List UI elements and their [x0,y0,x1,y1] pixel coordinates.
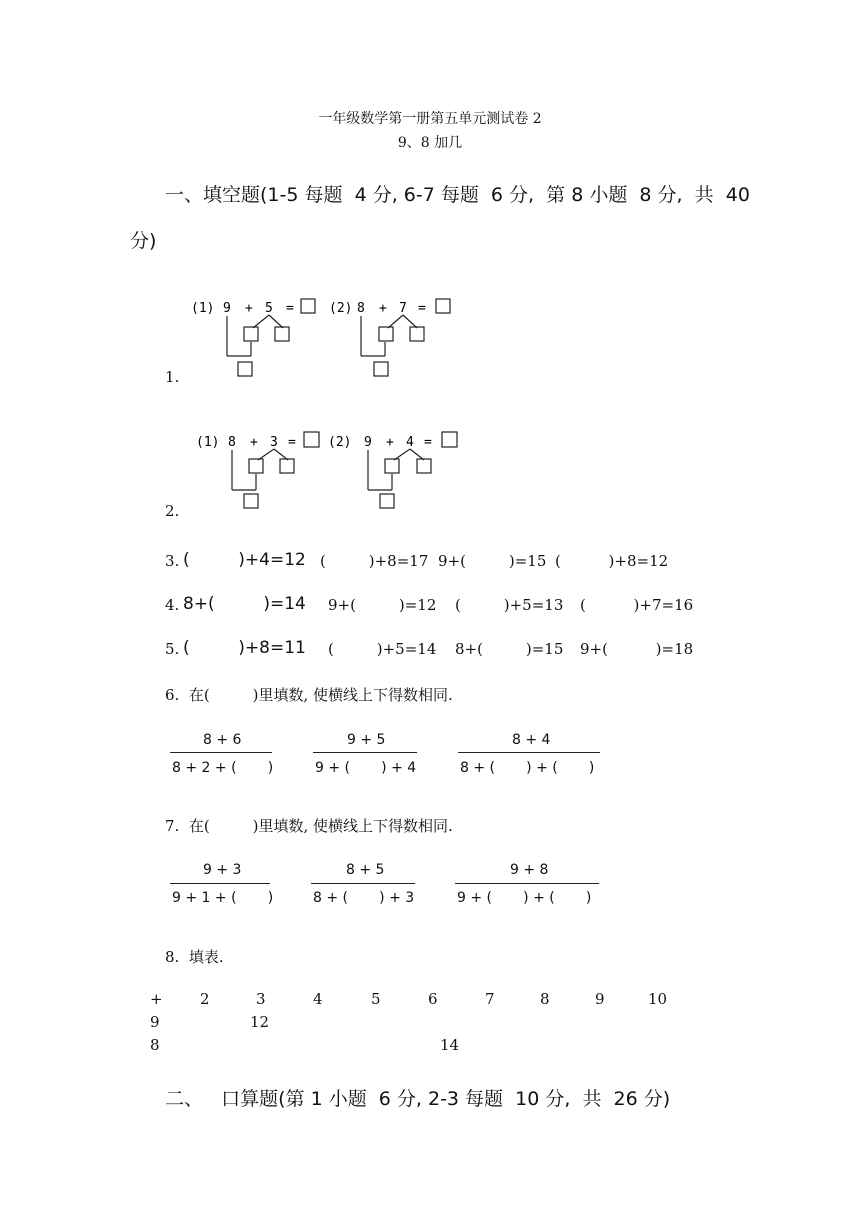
q6-frac3-bottom[interactable]: 8 + ( ) + ( ) [460,760,595,776]
q2-number: 2. [165,502,180,520]
table-header-cell: 5 [371,990,381,1008]
section2-heading: 二、 口算题(第 1 小题 6 分, 2-3 每题 10 分, 共 26 分) [165,1088,671,1110]
q1-decomposition-diagram [185,290,465,382]
q1-left-a: 9 [223,301,231,316]
q4-item-2[interactable]: 9+( )=12 [328,596,437,614]
q1-right-op: + [379,301,387,316]
answer-box[interactable] [442,432,457,447]
fraction-line [458,752,600,753]
q2-left-eq: = [288,435,296,450]
q3-item-2[interactable]: ( )+8=17 [320,552,429,570]
q2-right-label: (2) [328,435,352,450]
table-row-label: 8 [150,1036,160,1054]
table-header-cell: 3 [256,990,266,1008]
q6-frac2-bottom[interactable]: 9 + ( ) + 4 [315,760,417,776]
q2-right-op: + [386,435,394,450]
answer-box[interactable] [385,459,399,473]
q7-frac1-bottom[interactable]: 9 + 1 + ( ) [172,890,274,906]
table-header-cell: 6 [428,990,438,1008]
table-cell-value[interactable]: 14 [440,1036,460,1054]
answer-box[interactable] [374,362,388,376]
table-header-cell: 4 [313,990,323,1008]
fraction-line [455,883,599,884]
q1-number: 1. [165,368,180,386]
fraction-line [170,883,270,884]
q3-item-3[interactable]: 9+( )=15 [438,552,547,570]
q2-right-eq: = [424,435,432,450]
q1-left-op: + [245,301,253,316]
q5-item-4[interactable]: 9+( )=18 [580,640,694,658]
q5-item-3[interactable]: 8+( )=15 [455,640,564,658]
q4-item-4[interactable]: ( )+7=16 [580,596,694,614]
answer-box[interactable] [280,459,294,473]
q6-frac3-top: 8 + 4 [512,732,551,748]
q2-left-op: + [250,435,258,450]
q1-left-label: (1) [191,301,215,316]
q5-number: 5. [165,640,180,658]
answer-box[interactable] [417,459,431,473]
q7-frac1-top: 9 + 3 [203,862,242,878]
table-header-cell: 10 [648,990,668,1008]
q4-item-1[interactable]: 8+( )=14 [183,594,306,614]
table-header-cell: 8 [540,990,550,1008]
answer-box[interactable] [380,494,394,508]
fraction-line [170,752,272,753]
table-row-label: 9 [150,1013,160,1031]
doc-subtitle: 9、8 加几 [397,135,463,151]
answer-box[interactable] [244,494,258,508]
q1-left-b: 5 [265,301,273,316]
q3-number: 3. [165,552,180,570]
q7-instruction: 7. 在( )里填数, 使横线上下得数相同. [165,817,453,835]
q1-right-a: 8 [357,301,365,316]
table-cell-value[interactable]: 12 [250,1013,270,1031]
fraction-line [311,883,415,884]
answer-box[interactable] [244,327,258,341]
q2-left-b: 3 [270,435,278,450]
q7-frac2-top: 8 + 5 [346,862,385,878]
section1-heading: 一、填空题(1-5 每题 4 分, 6-7 每题 6 分, 第 8 小题 8 分, 共 40 [165,184,750,206]
q3-item-4[interactable]: ( )+8=12 [555,552,669,570]
q6-frac1-top: 8 + 6 [203,732,242,748]
q2-left-label: (1) [196,435,220,450]
q1-right-label: (2) [329,301,353,316]
answer-box[interactable] [410,327,424,341]
fraction-line [313,752,417,753]
q6-instruction: 6. 在( )里填数, 使横线上下得数相同. [165,686,453,704]
q3-item-1[interactable]: ( )+4=12 [183,550,306,570]
table-header-cell: 7 [485,990,495,1008]
q7-frac3-top: 9 + 8 [510,862,549,878]
q2-decomposition-diagram [190,424,470,516]
answer-box[interactable] [379,327,393,341]
q2-left-a: 8 [228,435,236,450]
q8-instruction: 8. 填表. [165,948,224,966]
q6-frac1-bottom[interactable]: 8 + 2 + ( ) [172,760,274,776]
answer-box[interactable] [301,299,315,313]
q7-frac3-bottom[interactable]: 9 + ( ) + ( ) [457,890,592,906]
q2-right-a: 9 [364,435,372,450]
q1-right-b: 7 [399,301,407,316]
q5-item-2[interactable]: ( )+5=14 [328,640,437,658]
q6-frac2-top: 9 + 5 [347,732,386,748]
answer-box[interactable] [238,362,252,376]
answer-box[interactable] [304,432,319,447]
doc-title: 一年级数学第一册第五单元测试卷 2 [318,111,542,127]
answer-box[interactable] [249,459,263,473]
table-header-cell: 9 [595,990,605,1008]
q1-left-eq: = [286,301,294,316]
q5-item-1[interactable]: ( )+8=11 [183,638,306,658]
q2-right-b: 4 [406,435,414,450]
answer-box[interactable] [436,299,450,313]
section1-heading-cont: 分) [130,230,157,252]
q4-number: 4. [165,596,180,614]
q1-right-eq: = [418,301,426,316]
table-header-cell: 2 [200,990,210,1008]
table-header-cell: + [150,990,163,1008]
q4-item-3[interactable]: ( )+5=13 [455,596,564,614]
answer-box[interactable] [275,327,289,341]
q7-frac2-bottom[interactable]: 8 + ( ) + 3 [313,890,415,906]
